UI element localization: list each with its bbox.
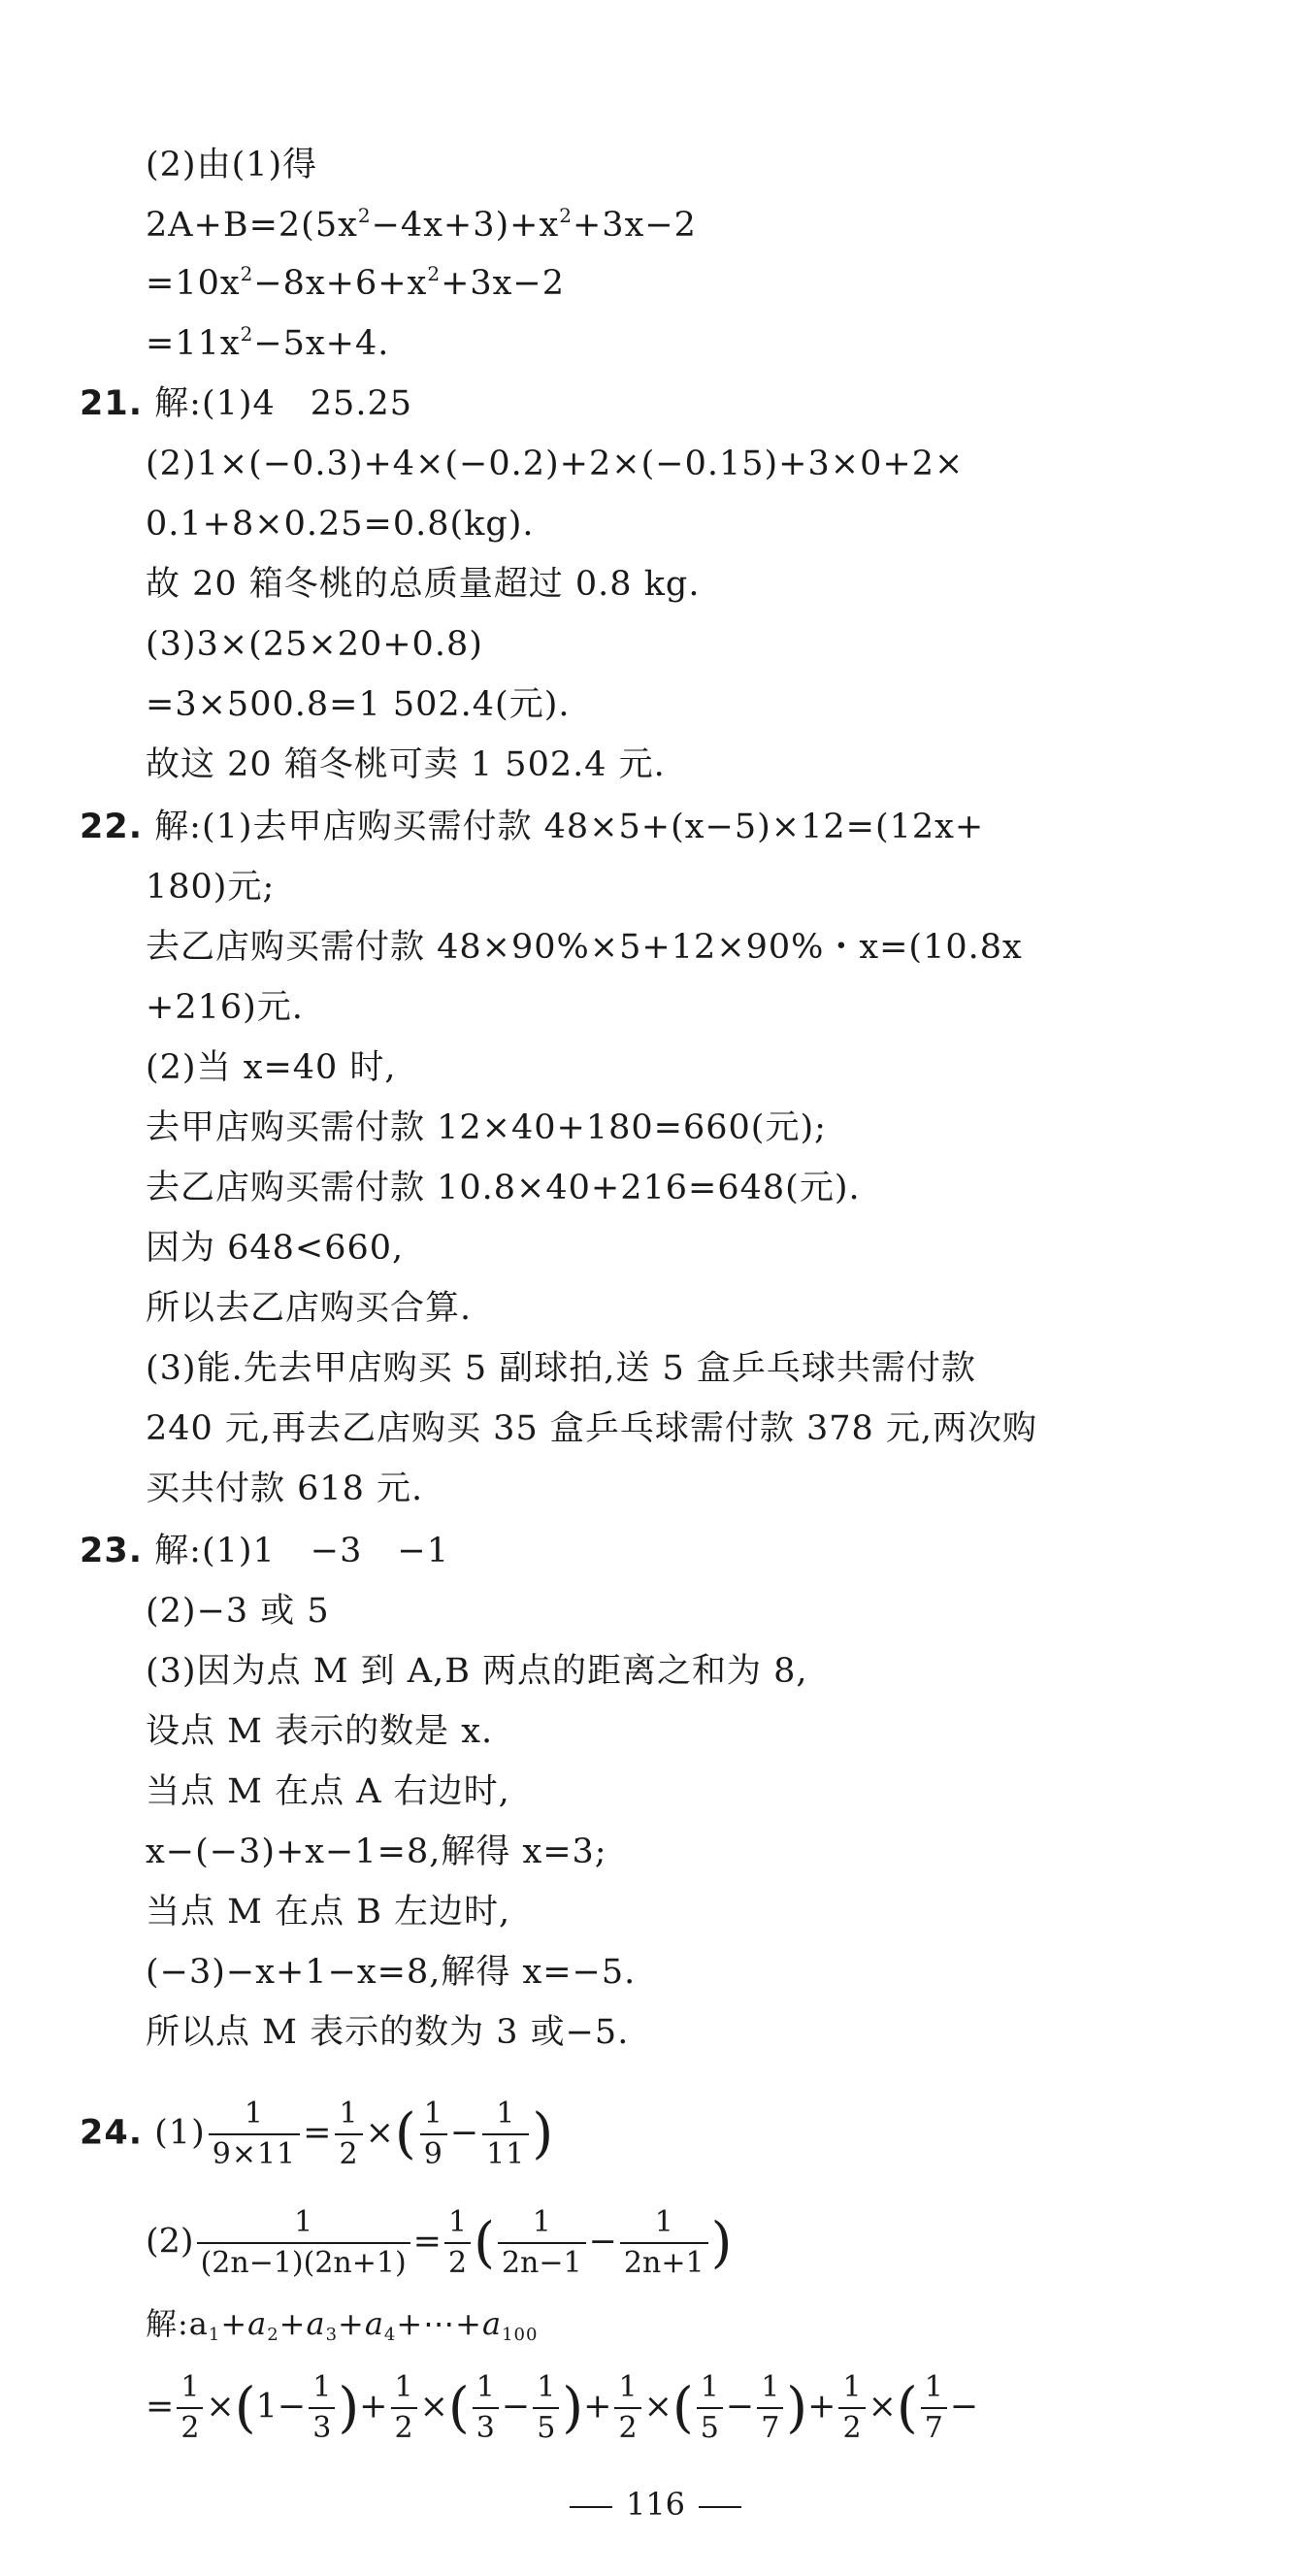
denominator: 2 xyxy=(335,2133,362,2172)
text-line: (2)−3 或 5 xyxy=(146,1592,330,1631)
equation-part: 解:a xyxy=(146,2305,209,2342)
text-line: 因为 648<660, xyxy=(146,1229,405,1268)
text-line: =3×500.8=1 502.4(元). xyxy=(146,685,571,724)
text-line: x−(−3)+x−1=8,解得 x=3; xyxy=(146,1833,607,1871)
fraction xyxy=(335,2097,362,2172)
fraction xyxy=(757,2370,783,2446)
numerator: 1 xyxy=(654,2205,673,2239)
denominator: 3 xyxy=(473,2407,499,2446)
text-line: 去甲店购买需付款 12×40+180=660(元); xyxy=(146,1108,827,1147)
text-line: 所以点 M 表示的数为 3 或−5. xyxy=(146,2013,630,2052)
question-22 xyxy=(80,806,984,848)
text-line: 故这 20 箱冬桃可卖 1 502.4 元. xyxy=(146,745,666,784)
numerator: 1 xyxy=(496,2097,516,2130)
fraction xyxy=(209,2097,300,2172)
equation-line: 解$:a_1+a_2+a_3+a_4+\cdots+a_{100}$ xyxy=(146,2305,539,2345)
equation-part: (2) xyxy=(146,2222,194,2262)
fraction xyxy=(177,2370,203,2446)
denominator: 9 xyxy=(420,2133,447,2172)
numerator: 1 xyxy=(761,2370,780,2404)
equation-part: =11x xyxy=(146,324,241,363)
text-line: 180)元; xyxy=(146,868,276,907)
text-line: (−3)−x+1−x=8,解得 x=−5. xyxy=(146,1953,637,1992)
denominator: 2 xyxy=(444,2242,471,2281)
fraction xyxy=(838,2370,865,2446)
numerator: 1 xyxy=(294,2205,313,2239)
text-line: (3)能.先去甲店购买 5 副球拍,送 5 盒乒乓球共需付款 xyxy=(146,1349,976,1388)
question-number: 23. xyxy=(80,1532,144,1570)
equation-part: 2A+B=2(5x xyxy=(146,206,358,245)
equation-part: = xyxy=(146,2387,175,2427)
fraction xyxy=(420,2097,447,2172)
denominator: 5 xyxy=(533,2407,559,2446)
fraction xyxy=(614,2370,640,2446)
numerator: 1 xyxy=(475,2370,495,2404)
question-number: 21. xyxy=(80,384,144,423)
numerator: 1 xyxy=(244,2097,264,2130)
question-24: 24. (1) $\frac{1}{9\times 11}$ = $\frac{1}{2}$ ×( $\frac{1}{9}$ − $\frac{1}{11}$ ) xyxy=(80,2097,555,2171)
text-line: 去乙店购买需付款 48×90%×5+12×90%・x=(10.8x xyxy=(146,928,1023,967)
numerator: 1 xyxy=(339,2097,359,2130)
text-line: 设点 M 表示的数是 x. xyxy=(146,1712,494,1751)
denominator: 7 xyxy=(757,2407,783,2446)
text-line: 当点 M 在点 A 右边时, xyxy=(146,1772,510,1811)
denominator: 9×11 xyxy=(209,2133,300,2172)
text-line: 去乙店购买需付款 10.8×40+216=648(元). xyxy=(146,1169,861,1207)
equation-line: $=10x^2-8x+6+x^2+3x-2$ xyxy=(146,262,566,303)
numerator: 1 xyxy=(618,2370,638,2404)
fraction xyxy=(498,2205,586,2281)
numerator: 1 xyxy=(700,2370,719,2404)
equation-line: $=11x^2-5x+4$. xyxy=(146,322,390,363)
text-line: (3)因为点 M 到 A,B 两点的距离之和为 8, xyxy=(146,1652,808,1691)
fraction xyxy=(697,2370,723,2446)
text-line: +216)元. xyxy=(146,988,304,1027)
question-23 xyxy=(80,1530,449,1572)
text-line: (3)3×(25×20+0.8) xyxy=(146,625,483,664)
fraction xyxy=(309,2370,335,2446)
question-number: 22. xyxy=(80,808,144,846)
denominator: 2n−1 xyxy=(498,2242,586,2281)
text-line: (2)当 x=40 时, xyxy=(146,1048,397,1087)
numerator: 1 xyxy=(924,2370,943,2404)
text-line: (2)由(1)得 xyxy=(146,146,318,184)
denominator: 2 xyxy=(838,2407,865,2446)
numerator: 1 xyxy=(423,2097,443,2130)
text-line: 故 20 箱冬桃的总质量超过 0.8 kg. xyxy=(146,565,701,604)
numerator: 1 xyxy=(448,2205,468,2239)
equation-part: +3x−2 xyxy=(441,264,566,303)
equation-part: (1) xyxy=(154,2113,206,2153)
denominator: 2 xyxy=(177,2407,203,2446)
question-number: 24. xyxy=(80,2113,144,2153)
fraction xyxy=(533,2370,559,2446)
denominator: 2 xyxy=(614,2407,640,2446)
equation-part: −5x+4. xyxy=(253,324,390,363)
numerator: 1 xyxy=(532,2205,551,2239)
text-line: 解:(1)去甲店购买需付款 48×5+(x−5)×12=(12x+ xyxy=(154,808,985,846)
denominator: 5 xyxy=(697,2407,723,2446)
fraction xyxy=(620,2205,708,2281)
fraction xyxy=(197,2205,410,2281)
denominator: 7 xyxy=(921,2407,947,2446)
denominator: (2n−1)(2n+1) xyxy=(197,2242,410,2281)
question-21 xyxy=(80,382,412,425)
text-line: 解:(1)4 25.25 xyxy=(154,384,412,423)
text-line: 所以去乙店购买合算. xyxy=(146,1289,473,1328)
numerator: 1 xyxy=(842,2370,862,2404)
page-footer xyxy=(0,2485,1311,2524)
footer-dash xyxy=(699,2506,741,2508)
page-number: 116 xyxy=(625,2486,686,2523)
denominator: 2n+1 xyxy=(620,2242,708,2281)
numerator: 1 xyxy=(394,2370,413,2404)
equation-part: +3x−2 xyxy=(572,206,697,245)
equation-line: (2) $\frac{1}{(2n-1)(2n+1)}$ = $\frac{1}{2}$ ( $\frac{1}{2n-1}$ − $\frac{1}{2n+1}$ ) xyxy=(146,2205,733,2280)
text-line: 解:(1)1 −3 −1 xyxy=(154,1532,449,1570)
text-line: 0.1+8×0.25=0.8(kg). xyxy=(146,505,535,544)
equation-part: −4x+3)+x xyxy=(371,206,560,245)
footer-dash xyxy=(570,2506,612,2508)
fraction xyxy=(482,2097,529,2172)
text-line: 当点 M 在点 B 左边时, xyxy=(146,1893,511,1932)
fraction xyxy=(391,2370,417,2446)
fraction xyxy=(473,2370,499,2446)
equation-part: −8x+6+x xyxy=(253,264,428,303)
equation-line: $2A+B=2(5x^2-4x+3)+x^2+3x-2$ xyxy=(146,204,697,245)
text-line: 240 元,再去乙店购买 35 盒乒乓球需付款 378 元,两次购 xyxy=(146,1409,1038,1448)
equation-line: = $\frac{1}{2}$ ×(1− $\frac{1}{3}$ )+ $\frac{1}{2}$ ×( $\frac{1}{3}$ − $\frac{1}{5}$ )+ $\frac{1}{2}$ ×( $\frac{1}{5}$ − $\frac{1}{7}$ )+ $\frac{1}{2}$ ×( $\frac{1}{7}$ − xyxy=(146,2370,979,2445)
denominator: 3 xyxy=(309,2407,335,2446)
numerator: 1 xyxy=(312,2370,332,2404)
text-line: (2)1×(−0.3)+4×(−0.2)+2×(−0.15)+3×0+2× xyxy=(146,445,965,483)
denominator: 11 xyxy=(482,2133,529,2172)
fraction xyxy=(444,2205,471,2281)
equation-part: =10x xyxy=(146,264,241,303)
denominator: 2 xyxy=(391,2407,417,2446)
fraction xyxy=(921,2370,947,2446)
numerator: 1 xyxy=(180,2370,200,2404)
text-line: 买共付款 618 元. xyxy=(146,1470,424,1508)
numerator: 1 xyxy=(537,2370,556,2404)
